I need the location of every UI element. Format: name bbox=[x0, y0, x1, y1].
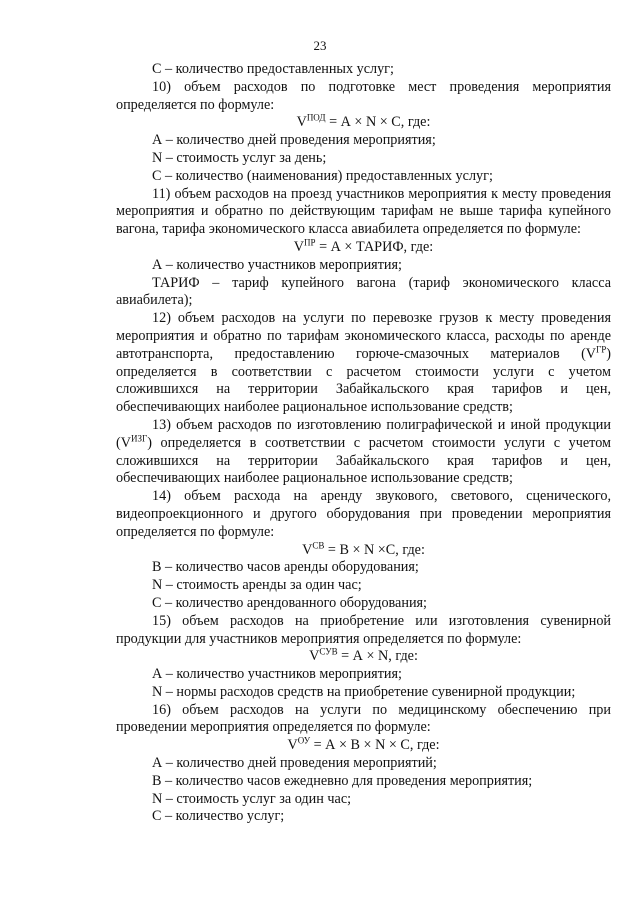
paragraph: С – количество (наименования) предоставленных услуг; bbox=[152, 167, 493, 184]
paragraph: В – количество часов аренды оборудования; bbox=[152, 559, 419, 576]
document-body bbox=[116, 61, 611, 826]
formula: $V^{СВ} = В \times N \times С$, где: bbox=[302, 539, 425, 558]
paragraph: А – количество участников мероприятия; bbox=[152, 256, 402, 273]
paragraph: N – нормы расходов средств на приобретение сувенирной продукции; bbox=[152, 683, 576, 700]
paragraph: А – количество дней проведения мероприятия; bbox=[152, 132, 436, 149]
formula: $V^{СУВ} = А \times N$, где: bbox=[309, 646, 418, 665]
paragraph: 16) объем расходов на услуги по медицинскому обеспечению при проведении мероприятия определяется по формуле: bbox=[116, 701, 611, 736]
paragraph: 10) объем расходов по подготовке мест проведения мероприятия определяется по формуле: bbox=[116, 78, 611, 113]
paragraph: С – количество услуг; bbox=[152, 808, 285, 825]
paragraph: N – стоимость услуг за день; bbox=[152, 149, 327, 166]
formula: $V^{ОУ} = А \times В \times N \times С$, где: bbox=[287, 735, 440, 754]
paragraph: В – количество часов ежедневно для проведения мероприятия; bbox=[152, 772, 533, 789]
paragraph: N – стоимость услуг за один час; bbox=[152, 790, 352, 807]
page-number: 23 bbox=[313, 38, 327, 53]
formula: $V^{ПР} = А$ × ТАРИФ, где: bbox=[293, 237, 434, 255]
paragraph: 12) объем расходов на услуги по перевозке грузов к месту проведения мероприятия и обратно по тарифам экономического класса, расходы по аренде автотранспорта, предоставлению горюче-смазочных материалов $(V^{ГР})$ определяется в соответствии с расчетом стоимости услуги с учетом сложившихся на территории Забайкальского края тарифов и цен, обеспечивающих наиболее рациональное использование средств; bbox=[116, 310, 611, 416]
paragraph: С – количество арендованного оборудования; bbox=[152, 594, 427, 611]
paragraph: N – стоимость аренды за один час; bbox=[152, 577, 362, 594]
paragraph: 15) объем расходов на приобретение или изготовления сувенирной продукции для участников мероприятия определяется по формуле: bbox=[116, 612, 611, 647]
paragraph: 11) объем расходов на проезд участников мероприятия к месту проведения мероприятия и обратно по действующим тарифам не выше тарифа купейного вагона, тарифа экономического класса авиабилета определяется по формуле: bbox=[116, 185, 611, 238]
paragraph: 13) объем расходов по изготовлению полиграфической и иной продукции $(V^{ИЗГ})$ определяется в соответствии с расчетом стоимости услуги с учетом сложившихся на территории Забайкальского края тарифов и цен, обеспечивающих наиболее рациональное использование средств; bbox=[116, 416, 611, 487]
paragraph: ТАРИФ – тариф купейного вагона (тариф экономического класса авиабилета); bbox=[116, 274, 611, 309]
paragraph: С – количество предоставленных услуг; bbox=[152, 61, 394, 77]
formula: $V^{ПОД} = А \times N \times С$, где: bbox=[296, 112, 431, 131]
paragraph: 14) объем расхода на аренду звукового, светового, сценического, видеопроекционного и другого оборудования при проведении мероприятия определяется по формуле: bbox=[116, 488, 611, 540]
paragraph: А – количество участников мероприятия; bbox=[152, 666, 402, 683]
paragraph: А – количество дней проведения мероприятий; bbox=[152, 755, 437, 772]
